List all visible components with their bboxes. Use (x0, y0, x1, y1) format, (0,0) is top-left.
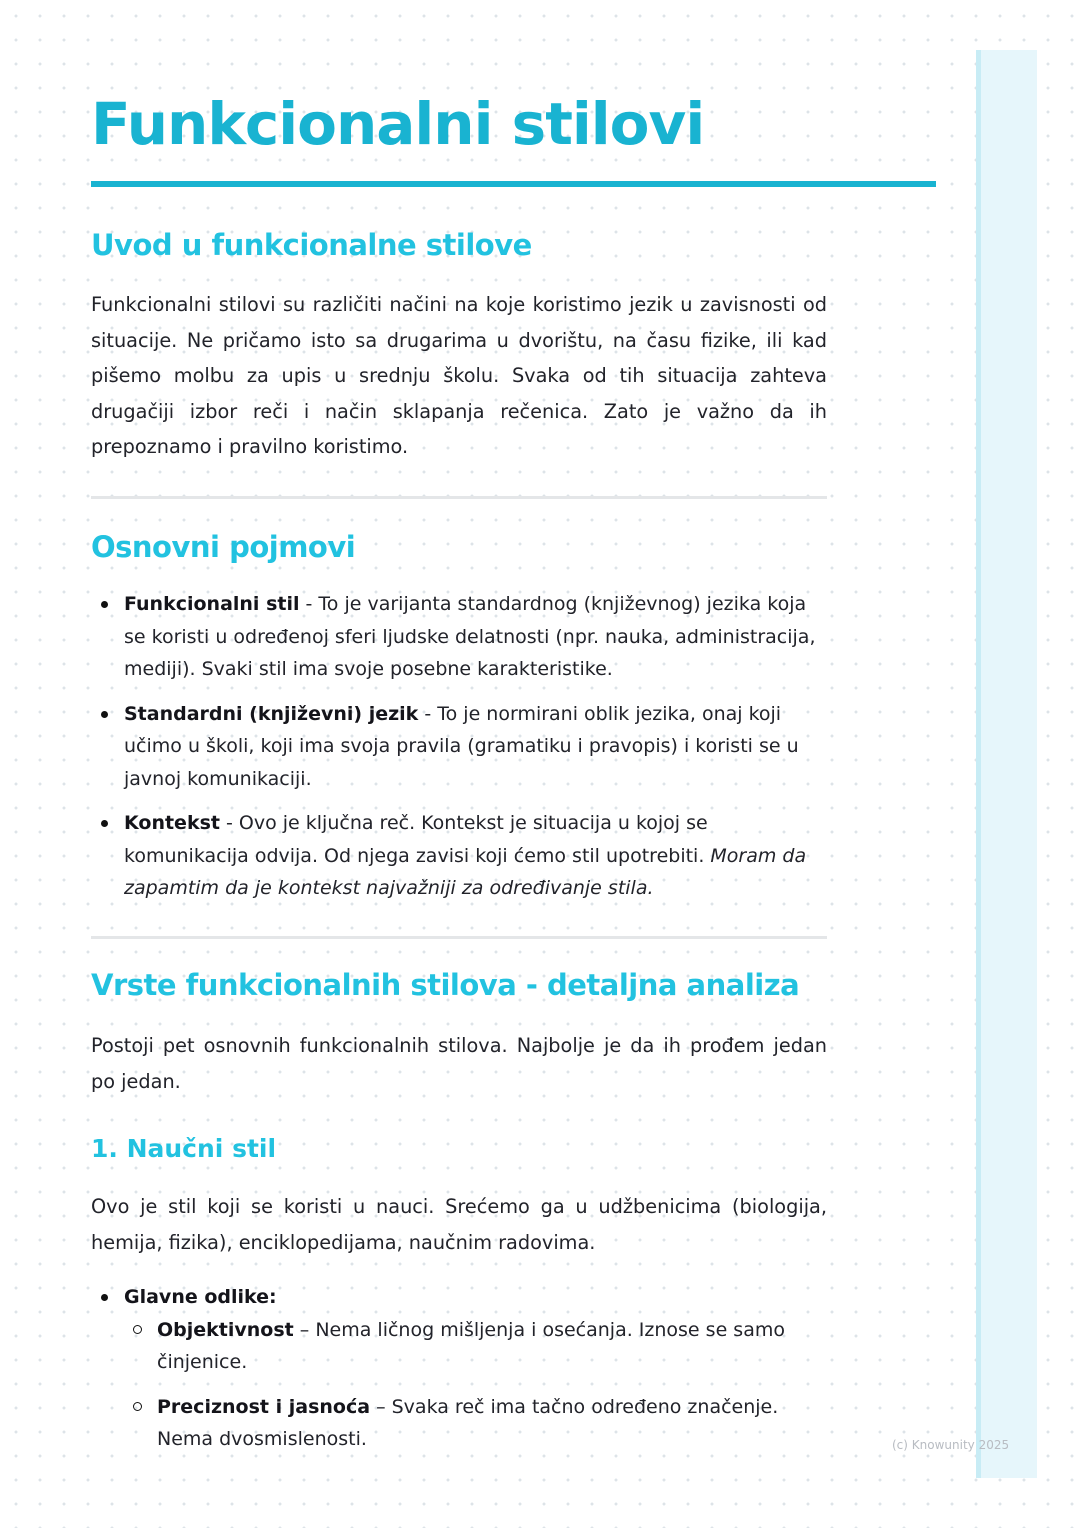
document-header (91, 88, 827, 160)
list-item (91, 588, 827, 686)
features-label: Glavne odlike: (124, 1286, 277, 1308)
features-sublist (124, 1314, 827, 1456)
section-divider (91, 496, 827, 499)
section-heading-intro: Uvod u funkcionalne stilove (91, 228, 532, 262)
basics-list (91, 588, 827, 905)
definition: - To je varijanta standardnog (književnog) jezika koja se koristi u određenoj sferi ljudske delatnosti (npr. nauka, administracija, mediji). Svaki stil ima svoje posebne karakteristike. (124, 593, 816, 680)
bullet-icon (101, 711, 108, 718)
definition: - To je normirani oblik jezika, onaj koji učimo u školi, koji ima svoja pravila (gramatiku i pravopis) i koristi se u javnoj komunikaciji. (124, 702, 799, 790)
term: Kontekst (124, 812, 220, 834)
note: Moram da zapamtim da je kontekst najvažniji za određivanje stila. (124, 844, 807, 899)
term: Objektivnost (157, 1318, 294, 1341)
intro-paragraph: Funkcionalni stilovi su različiti načini na koje koristimo jezik u zavisnosti od situacije. Ne pričamo isto sa drugarima u dvorištu, na času fizike, ili kad pišemo molbu za upis u srednju školu. Svaka od tih situacija zahteva drugačiji izbor reči i način sklapanja rečenica. Zato je važno da ih prepoznamo i pravilno koristimo. (91, 293, 827, 458)
term: Funkcionalni stil (124, 593, 300, 615)
section-divider (91, 936, 827, 939)
definition: – Svaka reč ima tačno određeno značenje. Nema dvosmislenosti. (157, 1395, 779, 1450)
section-heading-basics: Osnovni pojmovi (91, 530, 356, 564)
definition: - Ovo je ključna reč. Kontekst je situacija u kojoj se komunikacija odvija. Od njega zavisi koji ćemo stil upotrebiti. (124, 812, 711, 867)
title-underline (91, 181, 936, 187)
copyright-footer: (c) Knowunity 2025 (892, 1438, 1010, 1452)
sublist-item (124, 1314, 827, 1379)
list-item (91, 1281, 827, 1456)
page-edge-strip (976, 50, 1037, 1478)
page-title: Funkcionalni stilovi (91, 90, 705, 158)
bullet-icon (101, 820, 108, 827)
subsection-heading-scientific: 1. Naučni stil (91, 1134, 277, 1163)
list-item (91, 698, 827, 796)
scientific-features-list (91, 1281, 827, 1456)
scientific-paragraph: Ovo je stil koji se koristi u nauci. Srećemo ga u udžbenicima (biologija, hemija, fizika), enciklopedijama, naučnim radovima. (91, 1195, 827, 1254)
term: Standardni (književni) jezik (124, 702, 419, 725)
definition: – Nema ličnog mišljenja i osećanja. Iznose se samo činjenice. (157, 1318, 785, 1373)
types-paragraph: Postoji pet osnovnih funkcionalnih stilova. Najbolje je da ih prođem jedan po jedan. (91, 1034, 827, 1093)
section-heading-types: Vrste funkcionalnih stilova - detaljna analiza (91, 968, 800, 1002)
bullet-icon (101, 601, 108, 608)
sublist-item (124, 1391, 827, 1456)
term: Preciznost i jasnoća (157, 1395, 371, 1418)
circle-bullet-icon (133, 1325, 142, 1334)
list-item (91, 807, 827, 905)
circle-bullet-icon (133, 1402, 142, 1411)
bullet-icon (101, 1294, 108, 1301)
